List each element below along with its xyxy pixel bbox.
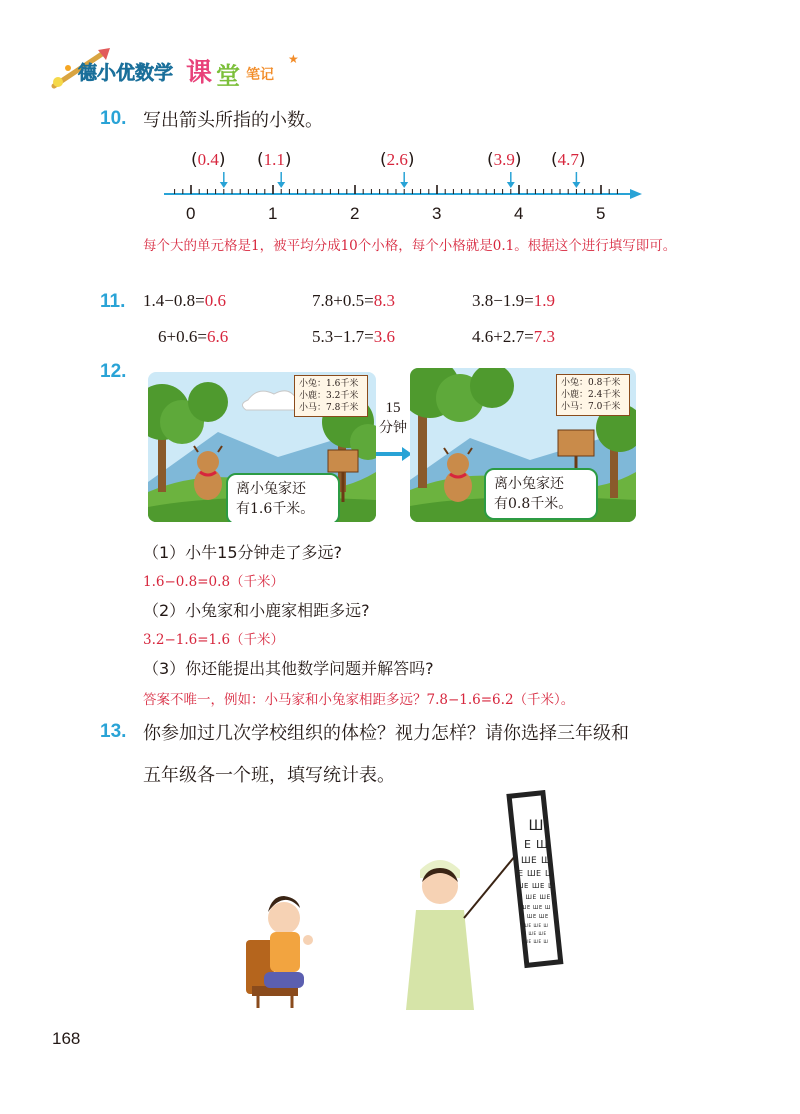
sign-line: 小兔：1.6千米 xyxy=(299,379,359,389)
axis-arrowhead xyxy=(630,189,642,199)
sign-line: 小鹿：3.2千米 xyxy=(299,391,359,401)
eye-chart-symbol: Ш xyxy=(543,923,548,928)
q12-answer2: 3.2−1.6=1.6（千米） xyxy=(143,632,285,648)
q10-answer-note: 每个大的单元格是1，被平均分成10个小格，每个小格就是0.1。根据这个进行填写即可。 xyxy=(143,238,677,254)
sign-line: 小鹿：2.4千米 xyxy=(561,390,621,400)
eye-chart-symbol: Ш xyxy=(545,869,554,878)
eye-chart-symbol: Ш xyxy=(543,939,548,944)
eye-chart-symbol: Ш xyxy=(516,882,524,890)
q11-number: 11. xyxy=(100,291,126,312)
eye-chart-symbol: Ш xyxy=(548,882,556,890)
eye-exam-illustration xyxy=(240,790,570,1020)
q11-item-4 xyxy=(158,327,228,347)
pointer-arrowhead xyxy=(400,182,408,188)
equation-answer: 6.6 xyxy=(206,327,229,346)
equation: 6+0.6= xyxy=(158,327,207,346)
eye-chart-symbol: Ш xyxy=(545,905,551,911)
eye-chart-symbol: E xyxy=(533,914,537,920)
distance-sign-after xyxy=(556,374,630,416)
q10-arrow-label-3: (2.6) xyxy=(380,150,415,170)
q11-item-6 xyxy=(472,327,555,347)
distance-sign-before xyxy=(294,375,368,417)
axis-label-3: 3 xyxy=(432,204,442,223)
bubble-line: 离小兔家还 xyxy=(494,476,564,492)
eye-chart-symbol: E xyxy=(528,939,532,944)
axis-label-4: 4 xyxy=(514,204,524,223)
q12-sub3: （3）你还能提出其他数学问题并解答吗? xyxy=(143,659,434,678)
q10-arrow-label-5: (4.7) xyxy=(551,150,586,170)
scene-after xyxy=(410,368,636,522)
eye-chart-symbol: E xyxy=(531,856,537,866)
time-unit: 分钟 xyxy=(379,420,407,436)
eye-chart-symbol: Ш xyxy=(532,882,540,890)
equation-answer: 1.9 xyxy=(533,291,555,310)
sign-line: 小马：7.8千米 xyxy=(299,403,359,413)
eye-chart-symbol: E xyxy=(521,914,525,920)
pointer-arrowhead xyxy=(572,182,580,188)
eye-chart-symbol: Ш xyxy=(539,914,545,920)
arrow-value: 0.4 xyxy=(197,150,219,169)
equation-answer: 8.3 xyxy=(373,291,395,310)
child-icon xyxy=(246,896,313,1008)
eye-chart-symbol: E xyxy=(532,894,537,901)
eye-chart-symbol: E xyxy=(528,923,532,928)
q12-number: 12. xyxy=(100,361,127,382)
eye-chart-symbol: Ш xyxy=(521,905,527,911)
header-logo xyxy=(48,46,308,94)
time-label xyxy=(375,400,411,437)
eye-chart-symbol: E xyxy=(539,905,543,911)
arrow-value: 4.7 xyxy=(557,150,579,169)
bubble-line: 离小兔家还 xyxy=(236,481,306,497)
bubble-line: 有1.6千米。 xyxy=(236,501,315,517)
speech-bubble-after xyxy=(484,468,598,520)
eye-chart-symbol: E xyxy=(545,914,549,920)
eye-chart-symbol: Ш xyxy=(525,894,532,901)
q11-item-2 xyxy=(312,291,395,311)
q11-item-1 xyxy=(143,291,226,311)
eye-chart-symbol: Ш xyxy=(533,939,538,944)
q10-arrow-label-2: (1.1) xyxy=(257,150,292,170)
eye-chart-symbol: E xyxy=(546,894,551,901)
equation: 1.4−0.8= xyxy=(143,291,205,310)
page-number: 168 xyxy=(52,1029,81,1048)
q11-item-5 xyxy=(312,327,395,347)
eye-chart-symbol: E xyxy=(527,905,531,911)
pointer-arrowhead xyxy=(507,182,515,188)
eye-chart-symbol: Ш xyxy=(528,818,544,834)
eye-chart-symbol: Ш xyxy=(533,905,539,911)
equation: 7.8+0.5= xyxy=(312,291,374,310)
q10-arrow-label-4: (3.9) xyxy=(487,150,522,170)
q12-sub2: （2）小兔家和小鹿家相距多远? xyxy=(143,601,370,620)
arrow-value: 2.6 xyxy=(386,150,408,169)
q10-number: 10. xyxy=(100,108,127,129)
eye-chart-symbol: E xyxy=(538,939,542,944)
axis-label-5: 5 xyxy=(596,204,606,223)
eye-chart-symbol: E xyxy=(543,931,547,936)
eye-chart-symbol: E xyxy=(518,869,524,878)
q12-sub1: （1）小牛15分钟走了多远? xyxy=(143,543,343,562)
eye-chart-symbol: E xyxy=(533,931,537,936)
sign-line: 小马：7.0千米 xyxy=(561,402,621,412)
logo-text-main: 德小优数学 xyxy=(78,62,174,84)
number-line xyxy=(150,170,670,210)
q12-answer3: 答案不唯一，例如：小马家和小兔家相距多远？7.8−1.6=6.2（千米）。 xyxy=(143,692,575,708)
arrow-value: 1.1 xyxy=(263,150,285,169)
q13-line1: 你参加过几次学校组织的体检？视力怎样？请你选择三年级和 xyxy=(143,723,629,744)
nurse-icon xyxy=(406,850,520,1010)
scene-before xyxy=(148,372,376,522)
eye-chart-symbol: E xyxy=(538,923,542,928)
axis-label-2: 2 xyxy=(350,204,360,223)
q13-line2: 五年级各一个班，填写统计表。 xyxy=(143,765,395,786)
equation: 4.6+2.7= xyxy=(472,327,534,346)
q11-item-3 xyxy=(472,291,555,311)
eye-chart-symbol: Ш xyxy=(533,923,538,928)
pointer-arrowhead xyxy=(277,182,285,188)
right-arrow-icon xyxy=(374,444,414,464)
eye-chart-symbol: E xyxy=(518,894,523,901)
arrow-value: 3.9 xyxy=(493,150,515,169)
eye-chart-symbol: E xyxy=(540,882,545,890)
equation-answer: 3.6 xyxy=(373,327,395,346)
eye-chart-symbol: Ш xyxy=(539,894,546,901)
eye-chart-symbol: E xyxy=(536,869,542,878)
sign-line: 小兔：0.8千米 xyxy=(561,378,621,388)
eye-chart-symbol: Ш xyxy=(521,856,531,866)
eye-chart-symbol: Ш xyxy=(527,869,536,878)
axis-label-1: 1 xyxy=(268,204,278,223)
q13-number: 13. xyxy=(100,721,127,742)
q12-answer1: 1.6−0.8=0.8（千米） xyxy=(143,574,285,590)
eye-chart-symbol: Ш xyxy=(528,931,533,936)
eye-chart-symbol: E xyxy=(524,838,531,851)
bubble-line: 有0.8千米。 xyxy=(494,496,573,512)
equation-answer: 0.6 xyxy=(204,291,226,310)
axis-label-0: 0 xyxy=(186,204,196,223)
equation-answer: 7.3 xyxy=(533,327,555,346)
eye-chart-symbol: Ш xyxy=(527,914,533,920)
pointer-arrowhead xyxy=(220,182,228,188)
q10-text: 写出箭头所指的小数。 xyxy=(143,110,323,131)
logo-text-ke: 课 xyxy=(186,58,213,88)
eye-chart-symbol: Ш xyxy=(538,931,543,936)
eye-chart-symbol: Ш xyxy=(523,923,528,928)
time-number: 15 xyxy=(385,400,401,416)
eye-chart-symbol: Ш xyxy=(536,838,548,851)
logo-text-biji: 笔记 xyxy=(246,67,274,83)
eye-chart-symbol: E xyxy=(524,882,529,890)
star-icon: ★ xyxy=(288,52,299,66)
eye-chart-icon xyxy=(509,793,561,966)
eye-chart-symbol: Ш xyxy=(541,856,551,866)
eye-chart-symbol: Ш xyxy=(523,939,528,944)
q10-arrow-label-1: (0.4) xyxy=(191,150,226,170)
speech-bubble-before xyxy=(226,473,340,522)
logo-text-tang: 堂 xyxy=(216,62,240,90)
equation: 3.8−1.9= xyxy=(472,291,534,310)
equation: 5.3−1.7= xyxy=(312,327,374,346)
eye-chart-symbol: E xyxy=(523,931,527,936)
